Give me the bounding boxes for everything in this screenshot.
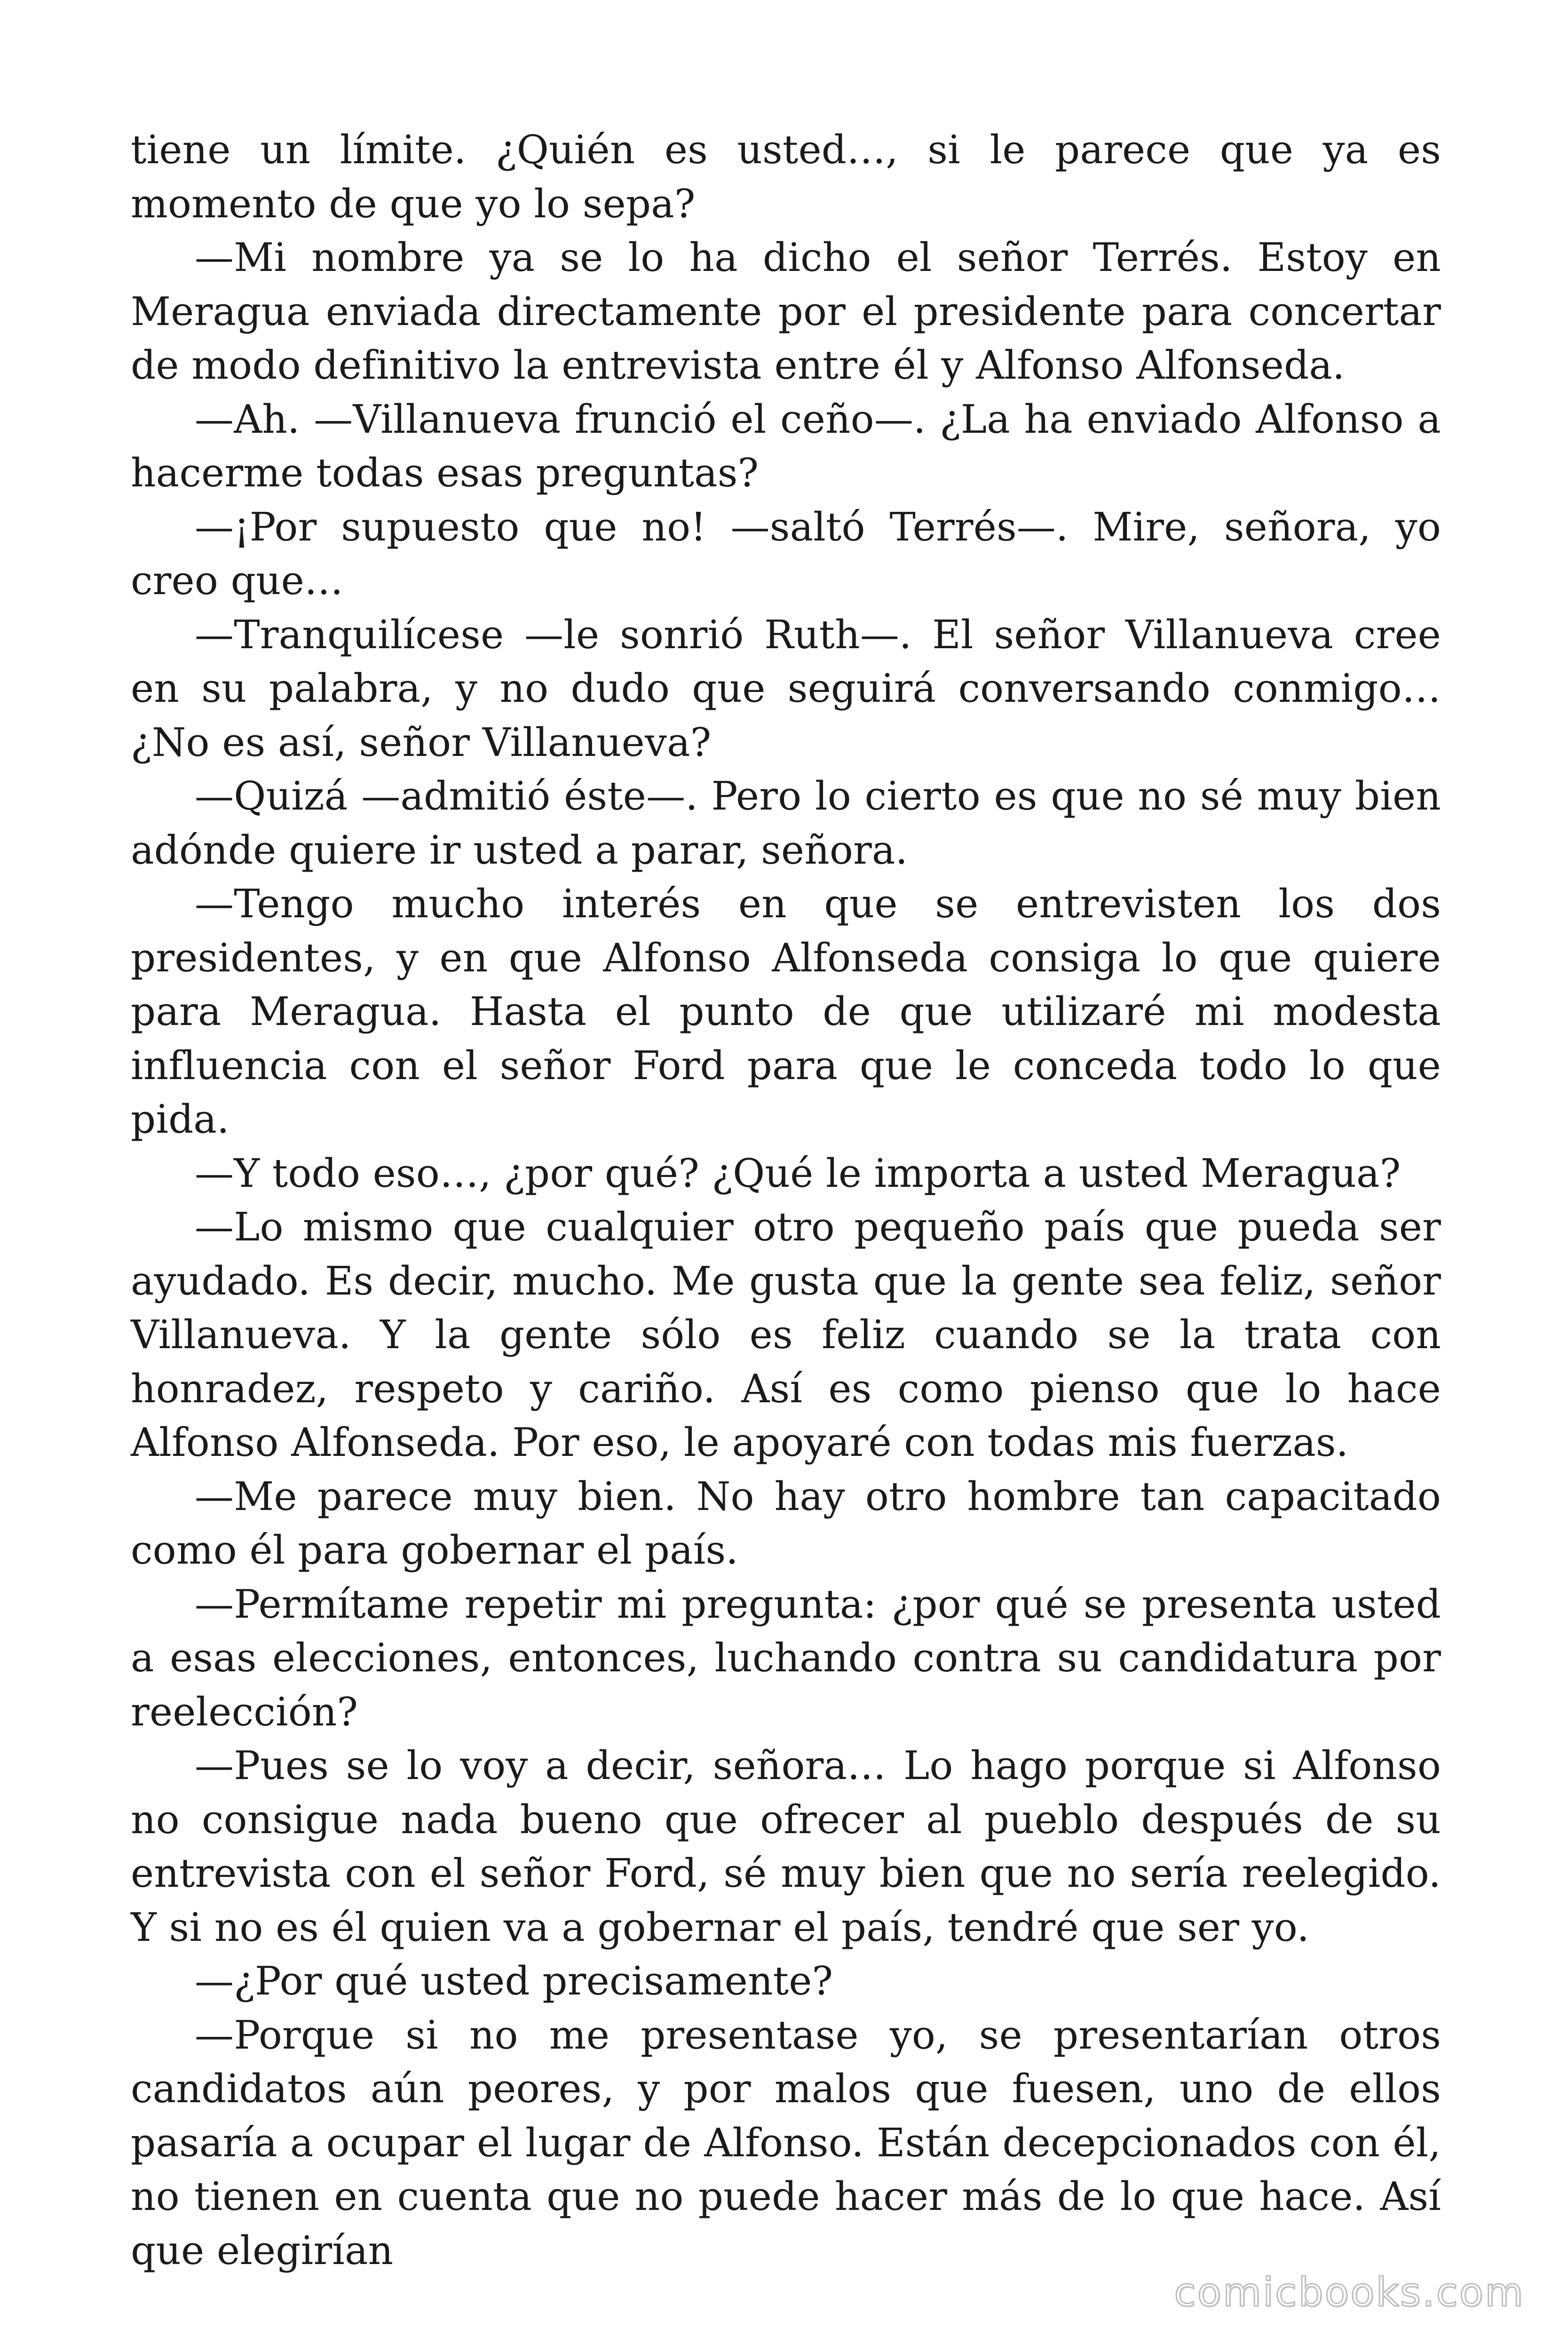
paragraph-dialogue: —Lo mismo que cualquier otro pequeño país que pueda ser ayudado. Es decir, mucho. Me gusta que la gente sea feliz, señor Villanueva. Y la gente sólo es feliz cuando se la trata con honradez, respeto y cariño. Así es como pienso que lo hace Alfonso Alfonseda. Por eso, le apoyaré con todas mis fuerzas. bbox=[131, 1204, 1441, 1465]
paragraph-dialogue: —Porque si no me presentase yo, se presentarían otros candidatos aún peores, y por malos que fuesen, uno de ellos pasaría a ocupar el lugar de Alfonso. Están decepcionados con él, no tienen en cuenta que no puede hacer más de lo que hace. Así que elegirían bbox=[131, 2012, 1441, 2273]
paragraph-dialogue: —Y todo eso…, ¿por qué? ¿Qué le importa a usted Meragua? bbox=[195, 1150, 1401, 1196]
paragraph-dialogue: —Quizá —admitió éste—. Pero lo cierto es que no sé muy bien adónde quiere ir usted a parar, señora. bbox=[131, 773, 1441, 873]
paragraph-dialogue: —Pues se lo voy a decir, señora… Lo hago porque si Alfonso no consigue nada bueno que ofrecer al pueblo después de su entrevista con el señor Ford, sé muy bien que no sería reelegido. Y si no es él quien va a gobernar el país, tendré que ser yo. bbox=[131, 1743, 1441, 1950]
paragraph-dialogue: —Ah. —Villanueva frunció el ceño—. ¿La ha enviado Alfonso a hacerme todas esas preguntas? bbox=[131, 396, 1441, 496]
paragraph-dialogue: —Mi nombre ya se lo ha dicho el señor Terrés. Estoy en Meragua enviada directamente por el presidente para concertar de modo definitivo la entrevista entre él y Alfonso Alfonseda. bbox=[131, 235, 1441, 388]
paragraph-dialogue: —Me parece muy bien. No hay otro hombre tan capacitado como él para gobernar el país. bbox=[131, 1473, 1441, 1573]
book-page-body bbox=[131, 123, 1441, 2278]
paragraph-continuation: tiene un límite. ¿Quién es usted…, si le parece que ya es momento de que yo lo sepa? bbox=[131, 127, 1441, 227]
paragraph-dialogue: —Tranquilícese —le sonrió Ruth—. El señor Villanueva cree en su palabra, y no dudo que seguirá conversando conmigo… ¿No es así, señor Villanueva? bbox=[131, 612, 1441, 765]
watermark-logo: comicbooks.com bbox=[1174, 2269, 1525, 2315]
paragraph-dialogue: —Tengo mucho interés en que se entrevisten los dos presidentes, y en que Alfonso Alfonseda consiga lo que quiere para Meragua. Hasta el punto de que utilizaré mi modesta influencia con el señor Ford para que le conceda todo lo que pida. bbox=[131, 881, 1441, 1142]
paragraph-dialogue: —¡Por supuesto que no! —saltó Terrés—. Mire, señora, yo creo que… bbox=[131, 504, 1441, 604]
paragraph-dialogue: —Permítame repetir mi pregunta: ¿por qué se presenta usted a esas elecciones, entonces, luchando contra su candidatura por reelección? bbox=[131, 1581, 1441, 1735]
paragraph-dialogue: —¿Por qué usted precisamente? bbox=[195, 1958, 833, 2004]
